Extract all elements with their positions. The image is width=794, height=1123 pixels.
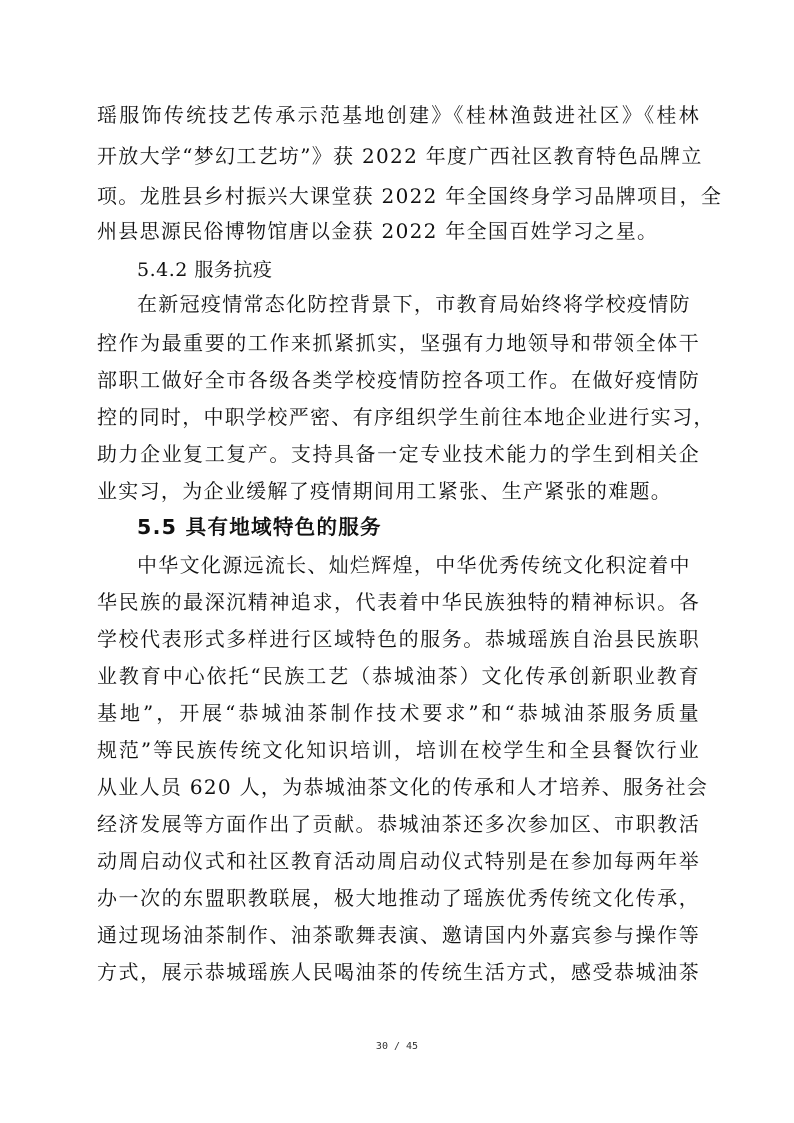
paragraph-line: 州县思源民俗博物馆唐以金获 2022 年全国百姓学习之星。 [97, 219, 659, 243]
paragraph-line: 办一次的东盟职教联展，极大地推动了瑶族优秀传统文化传承， [97, 886, 700, 910]
paragraph-line: 瑶服饰传统技艺传承示范基地创建》《桂林渔鼓进社区》《桂林 [97, 103, 700, 127]
paragraph-line: 方式，展示恭城瑶族人民喝油茶的传统生活方式，感受恭城油茶 [97, 960, 700, 984]
paragraph-line: 业实习，为企业缓解了疫情期间用工紧张、生产紧张的难题。 [97, 479, 673, 503]
paragraph-line: 助力企业复工复产。支持具备一定专业技术能力的学生到相关企 [97, 442, 700, 466]
paragraph-line: 控作为最重要的工作来抓紧抓实，坚强有力地领导和带领全体干 [97, 331, 700, 355]
paragraph-line: 开放大学“梦幻工艺坊”》获 2022 年度广西社区教育特色品牌立 [97, 144, 703, 168]
paragraph-line: 业教育中心依托“民族工艺（恭城油茶）文化传承创新职业教育 [97, 664, 700, 688]
paragraph-line: 通过现场油茶制作、油茶歌舞表演、邀请国内外嘉宾参与操作等 [97, 923, 700, 947]
paragraph-line: 控的同时，中职学校严密、有序组织学生前往本地企业进行实习， [97, 405, 715, 429]
paragraph-line: 从业人员 620 人，为恭城油茶文化的传承和人才培养、服务社会 [97, 775, 709, 799]
paragraph-line: 规范”等民族传统文化知识培训，培训在校学生和全县餐饮行业 [97, 738, 700, 762]
page-number: 30 / 45 [375, 1041, 419, 1052]
paragraph-line: 动周启动仪式和社区教育活动周启动仪式特别是在参加每两年举 [97, 849, 700, 873]
paragraph-line: 基地”，开展“恭城油茶制作技术要求”和“恭城油茶服务质量 [97, 701, 700, 725]
subsection-heading: 5.4.2 服务抗疫 [137, 259, 273, 281]
section-heading: 5.5 具有地域特色的服务 [137, 515, 382, 539]
paragraph-line: 学校代表形式多样进行区域特色的服务。恭城瑶族自治县民族职 [97, 627, 700, 651]
paragraph-line: 中华文化源远流长、灿烂辉煌，中华优秀传统文化积淀着中 [137, 553, 691, 577]
paragraph-line: 部职工做好全市各级各类学校疫情防控各项工作。在做好疫情防 [97, 368, 700, 392]
paragraph-line: 项。龙胜县乡村振兴大课堂获 2022 年全国终身学习品牌项目，全 [97, 184, 723, 208]
paragraph-line: 华民族的最深沉精神追求，代表着中华民族独特的精神标识。各 [97, 590, 700, 614]
paragraph-line: 在新冠疫情常态化防控背景下，市教育局始终将学校疫情防 [137, 292, 691, 316]
paragraph-line: 经济发展等方面作出了贡献。恭城油茶还多次参加区、市职教活 [97, 812, 700, 836]
